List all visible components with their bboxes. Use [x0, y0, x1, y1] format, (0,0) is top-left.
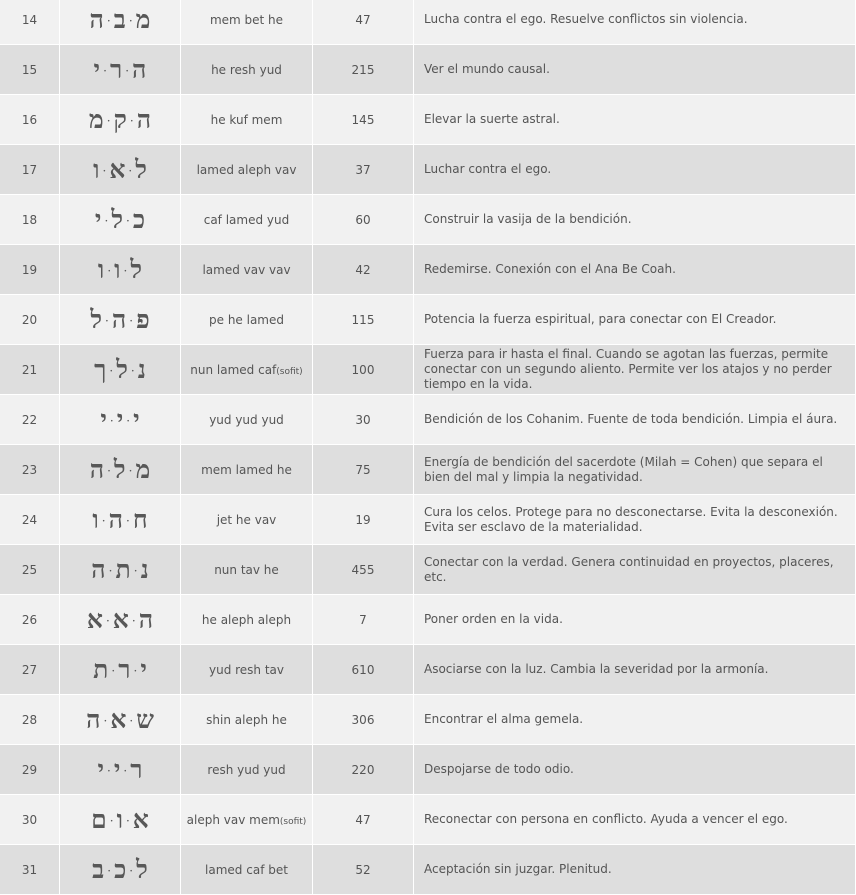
letter-names: shin aleph he — [206, 712, 287, 727]
numeric-value: 215 — [313, 45, 414, 95]
letter-separator: · — [125, 64, 130, 78]
letter-names: he resh yud — [211, 62, 282, 77]
letter-names-cell — [181, 395, 313, 445]
table-row — [0, 245, 856, 295]
letter-separator: · — [128, 464, 133, 478]
letter-names: he aleph aleph — [201, 612, 292, 627]
letter-separator: · — [126, 514, 130, 528]
hebrew-letter: ת — [93, 654, 109, 684]
hebrew-letters — [89, 105, 151, 134]
letter-separator: · — [128, 14, 133, 28]
hebrew-letter: ל — [90, 304, 103, 334]
letter-separator: · — [126, 214, 130, 228]
row-number: 20 — [0, 295, 60, 345]
letter-names: yud yud yud — [209, 412, 284, 427]
letter-names-cell — [181, 795, 313, 845]
numeric-value: 220 — [313, 745, 414, 795]
hebrew-letters-cell — [60, 595, 181, 645]
numeric-value: 145 — [313, 95, 414, 145]
table-row — [0, 295, 856, 345]
letter-names-cell — [181, 195, 313, 245]
letter-separator: · — [105, 614, 110, 628]
numeric-value: 30 — [313, 395, 414, 445]
row-number: 15 — [0, 45, 60, 95]
row-number: 25 — [0, 545, 60, 595]
hebrew-letter: פ — [136, 304, 150, 334]
hebrew-letter: ה — [111, 304, 127, 334]
hebrew-letters-cell — [60, 795, 181, 845]
description: Lucha contra el ego. Resuelve conflictos sin violencia. — [414, 0, 856, 45]
hebrew-letter: ם — [91, 804, 107, 834]
table-row — [0, 45, 856, 95]
hebrew-letter: ר — [130, 754, 143, 784]
table-row — [0, 395, 856, 445]
numeric-value: 19 — [313, 495, 414, 545]
letter-names: resh yud yud — [207, 762, 286, 777]
letter-names: yud resh tav — [208, 662, 285, 677]
letter-names: lamed aleph vav — [196, 162, 297, 177]
letter-separator: · — [101, 514, 106, 528]
hebrew-letters — [86, 705, 154, 734]
description: Potencia la fuerza espiritual, para conectar con El Creador. — [414, 295, 856, 345]
hebrew-letters-cell — [60, 195, 181, 245]
letter-names-cell — [181, 295, 313, 345]
hebrew-letters-cell — [60, 645, 181, 695]
letter-names: pe he lamed — [209, 312, 284, 327]
description: Bendición de los Cohanim. Fuente de toda bendición. Limpia el áura. — [414, 395, 856, 445]
letter-separator: · — [109, 814, 114, 828]
hebrew-letters-cell — [60, 845, 181, 895]
letter-separator: · — [133, 664, 138, 678]
letter-separator: · — [123, 264, 128, 278]
numeric-value: 42 — [313, 245, 414, 295]
hebrew-letter: ה — [136, 104, 152, 134]
row-number: 18 — [0, 195, 60, 245]
hebrew-letter: ו — [116, 804, 123, 834]
hebrew-letter: א — [86, 604, 103, 634]
hebrew-letters — [87, 605, 153, 634]
row-number: 22 — [0, 395, 60, 445]
hebrew-letter: ה — [108, 504, 123, 534]
hebrew-letter: ו — [92, 504, 99, 534]
table-row — [0, 745, 856, 795]
row-number: 21 — [0, 345, 60, 395]
hebrew-letters — [90, 455, 151, 484]
row-number: 26 — [0, 595, 60, 645]
letter-names-cell — [181, 145, 313, 195]
letter-names-cell — [181, 695, 313, 745]
letter-names: caf lamed yud — [203, 212, 290, 227]
sofit-note: (sofit) — [276, 366, 303, 377]
numeric-value: 100 — [313, 345, 414, 395]
hebrew-letter: נ — [140, 554, 149, 584]
letter-separator: · — [107, 464, 111, 478]
hebrew-letter: ר — [118, 654, 131, 684]
letter-names: nun tav he — [214, 562, 279, 577]
hebrew-letters — [94, 355, 146, 384]
hebrew-letter: ו — [97, 254, 105, 284]
hebrew-letter: ו — [93, 154, 100, 184]
description: Luchar contra el ego. — [414, 145, 856, 195]
hebrew-letters — [91, 805, 149, 834]
letter-names-cell — [181, 445, 313, 495]
letter-names: lamed caf bet — [205, 862, 288, 877]
letter-names: mem bet he — [209, 12, 284, 27]
row-number: 17 — [0, 145, 60, 195]
hebrew-letter: ש — [136, 704, 154, 734]
hebrew-letter: נ — [137, 354, 146, 384]
hebrew-letter: י — [94, 204, 102, 234]
numeric-value: 47 — [313, 0, 414, 45]
hebrew-letter: ק — [113, 104, 127, 134]
table-row — [0, 95, 856, 145]
letter-separator: · — [103, 64, 107, 78]
description: Ver el mundo causal. — [414, 45, 856, 95]
letter-separator: · — [105, 314, 109, 328]
letter-separator: · — [104, 214, 109, 228]
hebrew-letter: ר — [109, 54, 123, 84]
hebrew-letter: ב — [92, 854, 105, 884]
hebrew-letter: ל — [136, 854, 148, 884]
table-row — [0, 145, 856, 195]
numeric-value: 7 — [313, 595, 414, 645]
description: Despojarse de todo odio. — [414, 745, 856, 795]
letter-separator: · — [129, 114, 134, 128]
hebrew-letter: ה — [91, 554, 106, 584]
hebrew-letter: ך — [94, 354, 107, 384]
numeric-value: 455 — [313, 545, 414, 595]
row-number: 19 — [0, 245, 60, 295]
letter-separator: · — [133, 564, 138, 578]
row-number: 23 — [0, 445, 60, 495]
hebrew-letter: מ — [135, 454, 151, 484]
hebrew-letter: ל — [130, 254, 143, 284]
row-number: 14 — [0, 0, 60, 45]
hebrew-letter: י — [97, 754, 105, 784]
letter-separator: · — [129, 864, 134, 878]
hebrew-letters — [93, 155, 147, 184]
hebrew-letter: א — [109, 154, 126, 184]
letter-separator: · — [109, 364, 114, 378]
hebrew-letter: י — [116, 404, 124, 434]
description: Reconectar con persona en conflicto. Ayuda a vencer el ego. — [414, 795, 856, 845]
hebrew-letters — [92, 855, 148, 884]
numeric-value: 60 — [313, 195, 414, 245]
hebrew-letter: י — [140, 654, 147, 684]
letter-separator: · — [126, 414, 131, 428]
hebrew-letters-cell — [60, 245, 181, 295]
letter-names: jet he vav — [216, 512, 277, 527]
hebrew-letter: ה — [138, 604, 154, 634]
letter-separator: · — [103, 714, 108, 728]
description: Fuerza para ir hasta el final. Cuando se agotan las fuerzas, permite conectar con un segundo aliento. Permite ver los atajos y no perder tiempo en la vida. — [414, 345, 856, 395]
hebrew-letters-cell — [60, 95, 181, 145]
hebrew-letter: ח — [132, 504, 148, 534]
hebrew-letters — [90, 305, 149, 334]
row-number: 24 — [0, 495, 60, 545]
hebrew-letter: י — [100, 404, 107, 434]
letter-separator: · — [111, 664, 116, 678]
letter-names-cell — [181, 595, 313, 645]
hebrew-letter: י — [113, 754, 121, 784]
description: Encontrar el alma gemela. — [414, 695, 856, 745]
hebrew-letter: י — [133, 404, 140, 434]
letter-separator: · — [123, 764, 128, 778]
description: Energía de bendición del sacerdote (Milah = Cohen) que separa el bien del mal y limpia la negatividad. — [414, 445, 856, 495]
table-row — [0, 595, 856, 645]
numeric-value: 37 — [313, 145, 414, 195]
row-number: 27 — [0, 645, 60, 695]
hebrew-letters-cell — [60, 745, 181, 795]
table-row — [0, 795, 856, 845]
hebrew-letters — [91, 555, 148, 584]
hebrew-letter: כ — [132, 204, 146, 234]
hebrew-letters — [90, 5, 151, 34]
table-row — [0, 645, 856, 695]
hebrew-letter: ה — [89, 4, 104, 34]
hebrew-letter: א — [112, 604, 129, 634]
hebrew-letters — [95, 205, 145, 234]
letter-names: aleph vav mem — [186, 812, 280, 827]
hebrew-letter: ת — [115, 554, 131, 584]
letter-separator: · — [108, 564, 113, 578]
table-row — [0, 195, 856, 245]
hebrew-letter: ל — [113, 454, 126, 484]
hebrew-letters — [100, 405, 139, 434]
numeric-value: 75 — [313, 445, 414, 495]
letter-separator: · — [106, 114, 111, 128]
letter-names-cell — [181, 845, 313, 895]
letter-separator: · — [130, 364, 135, 378]
numeric-value: 52 — [313, 845, 414, 895]
letter-names-cell — [181, 495, 313, 545]
letter-names: mem lamed he — [201, 462, 292, 477]
hebrew-letter: ה — [132, 54, 147, 84]
description: Redemirse. Conexión con el Ana Be Coah. — [414, 245, 856, 295]
table-row — [0, 495, 856, 545]
hebrew-letter: מ — [88, 104, 104, 134]
letter-separator: · — [107, 864, 112, 878]
hebrew-letters-cell — [60, 0, 181, 45]
table-row — [0, 845, 856, 895]
row-number: 16 — [0, 95, 60, 145]
table-row — [0, 545, 856, 595]
hebrew-letter: י — [93, 54, 101, 84]
description: Cura los celos. Protege para no desconectarse. Evita la desconexión. Evita ser esclavo de la materialidad. — [414, 495, 856, 545]
row-number: 30 — [0, 795, 60, 845]
hebrew-letters-cell — [60, 345, 181, 395]
hebrew-letters-cell — [60, 545, 181, 595]
letter-names-cell — [181, 45, 313, 95]
hebrew-letter: מ — [135, 4, 151, 34]
hebrew-letters — [98, 255, 142, 284]
hebrew-letters — [93, 655, 147, 684]
hebrew-letter: ל — [111, 204, 124, 234]
hebrew-letters — [92, 505, 147, 534]
letter-separator: · — [107, 264, 112, 278]
hebrew-letters-cell — [60, 395, 181, 445]
letter-separator: · — [107, 764, 111, 778]
letter-separator: · — [129, 314, 134, 328]
description: Elevar la suerte astral. — [414, 95, 856, 145]
row-number: 28 — [0, 695, 60, 745]
hebrew-letter: ל — [135, 154, 147, 184]
letter-names-cell — [181, 245, 313, 295]
letter-separator: · — [131, 614, 136, 628]
table-row — [0, 345, 856, 395]
row-number: 31 — [0, 845, 60, 895]
hebrew-letter: ב — [113, 4, 126, 34]
hebrew-letters-cell — [60, 495, 181, 545]
letter-names-cell — [181, 545, 313, 595]
letter-names: lamed vav vav — [202, 262, 291, 277]
sofit-note: (sofit) — [279, 816, 307, 827]
description: Asociarse con la luz. Cambia la severidad por la armonía. — [414, 645, 856, 695]
description: Conectar con la verdad. Genera continuidad en proyectos, placeres, etc. — [414, 545, 856, 595]
hebrew-letters — [97, 755, 142, 784]
letter-separator: · — [128, 164, 133, 178]
hebrew-letter: ל — [116, 354, 128, 384]
hebrew-letter: ו — [114, 254, 121, 284]
table-row — [0, 445, 856, 495]
numeric-value: 306 — [313, 695, 414, 745]
hebrew-letter: ה — [86, 704, 101, 734]
description: Aceptación sin juzgar. Plenitud. — [414, 845, 856, 895]
letter-names: he kuf mem — [210, 112, 283, 127]
letter-names: nun lamed caf — [190, 362, 277, 377]
hebrew-letters-cell — [60, 45, 181, 95]
letter-separator: · — [102, 164, 107, 178]
letter-separator: · — [106, 14, 111, 28]
letter-separator: · — [125, 814, 130, 828]
hebrew-letters-cell — [60, 295, 181, 345]
hebrew-letters-cell — [60, 145, 181, 195]
table-row — [0, 695, 856, 745]
letter-names-cell — [181, 745, 313, 795]
numeric-value: 47 — [313, 795, 414, 845]
letter-names-cell — [181, 95, 313, 145]
table-row — [0, 0, 856, 45]
hebrew-letter: א — [132, 804, 149, 834]
letter-separator: · — [129, 714, 134, 728]
hebrew-letters — [94, 55, 147, 84]
letter-names-cell — [181, 645, 313, 695]
description: Poner orden en la vida. — [414, 595, 856, 645]
row-number: 29 — [0, 745, 60, 795]
letter-names-cell — [181, 0, 313, 45]
description: Construir la vasija de la bendición. — [414, 195, 856, 245]
letter-separator: · — [109, 414, 114, 428]
hebrew-letters-cell — [60, 695, 181, 745]
hebrew-letters-cell — [60, 445, 181, 495]
numeric-value: 610 — [313, 645, 414, 695]
hebrew-letter: א — [110, 704, 127, 734]
letter-names-cell — [181, 345, 313, 395]
hebrew-letter: כ — [114, 854, 127, 884]
hebrew-letter: ה — [89, 454, 105, 484]
numeric-value: 115 — [313, 295, 414, 345]
